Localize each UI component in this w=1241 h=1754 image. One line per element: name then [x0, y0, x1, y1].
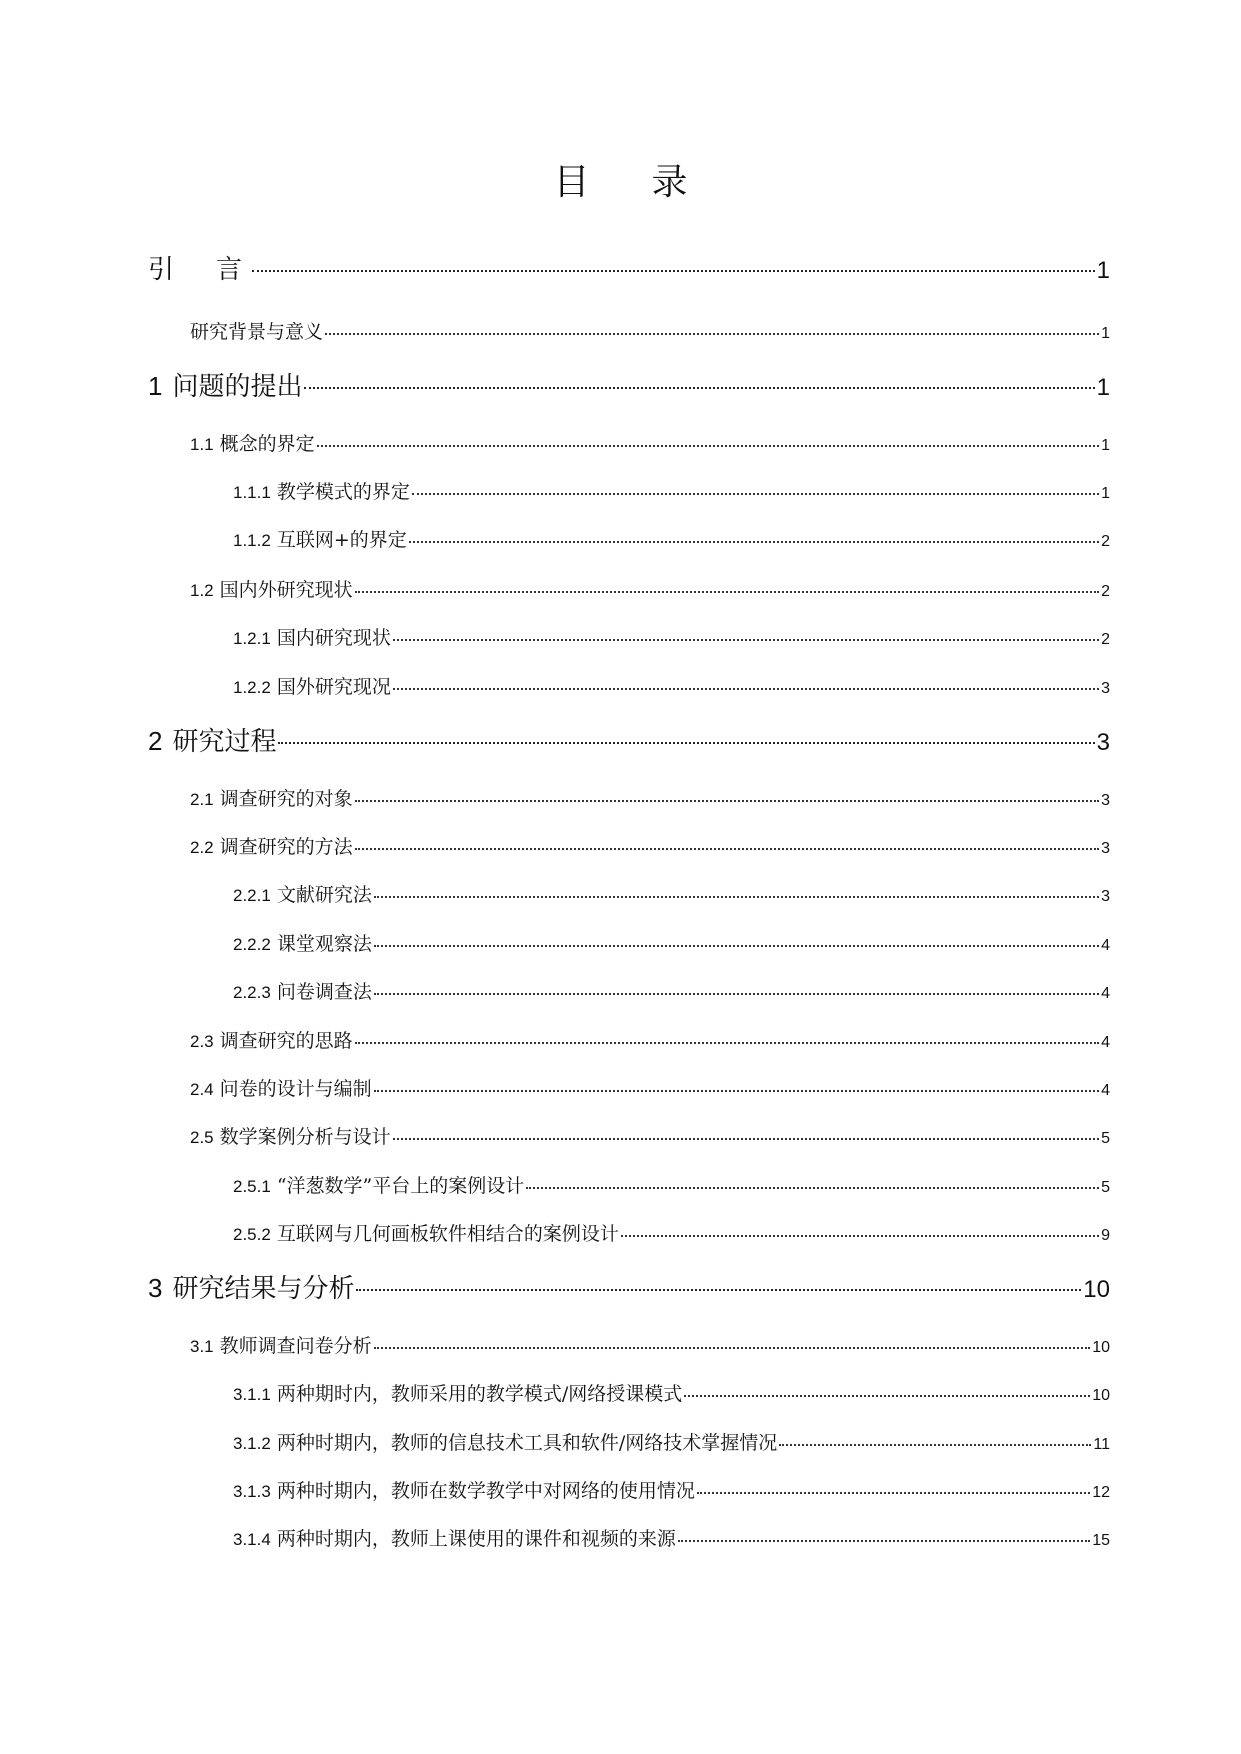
toc-entry-page-number: 4	[1101, 985, 1110, 1002]
toc-entry-number: 1.1	[190, 435, 214, 454]
toc-entry-label	[233, 1220, 619, 1249]
toc-entry-text: 研究结果与分析	[172, 1274, 355, 1304]
dot-leader	[355, 1041, 1099, 1044]
toc-entry[interactable]	[233, 673, 1110, 703]
dot-leader	[355, 847, 1099, 850]
toc-entry-label	[190, 576, 353, 605]
toc-entry-page-number: 3	[1101, 792, 1110, 809]
toc-entry-text: “洋葱数学”平台上的案例设计	[276, 1175, 525, 1197]
toc-entry[interactable]	[233, 624, 1110, 654]
toc-entry[interactable]	[233, 1220, 1110, 1250]
toc-entry[interactable]	[233, 1380, 1110, 1410]
toc-entry-page-number: 10	[1083, 1276, 1110, 1303]
toc-entry-number: 1.2.2	[233, 678, 271, 697]
toc-entry-page-number: 12	[1092, 1484, 1110, 1501]
toc-entry[interactable]	[148, 723, 1110, 761]
toc-entry[interactable]	[190, 1075, 1110, 1105]
toc-entry-label	[190, 833, 353, 862]
dot-leader	[678, 1539, 1090, 1542]
toc-entry-number: 1.2	[190, 581, 214, 600]
dot-leader	[393, 638, 1099, 641]
toc-entry-number: 2.5	[190, 1128, 214, 1147]
toc-entry-text: 问题的提出	[172, 372, 303, 402]
dot-leader	[325, 332, 1099, 335]
toc-entry[interactable]	[190, 833, 1110, 863]
dot-leader	[304, 386, 1094, 389]
toc-entry-label	[233, 930, 372, 959]
dot-leader	[355, 799, 1099, 802]
dot-leader	[374, 1346, 1091, 1349]
toc-entry-page-number: 1	[1101, 437, 1110, 454]
toc-entry-label	[233, 1525, 676, 1554]
dot-leader	[393, 1137, 1099, 1140]
toc-entry-number: 3.1	[190, 1337, 214, 1356]
dot-leader	[779, 1443, 1091, 1446]
toc-entry[interactable]	[190, 576, 1110, 606]
toc-entry-page-number: 11	[1093, 1436, 1110, 1453]
dot-leader	[409, 540, 1099, 543]
toc-entry-text: 两种期时内，教师采用的教学模式/网络授课模式	[276, 1383, 683, 1405]
toc-entry-text: 引 言	[148, 255, 251, 285]
toc-entry-number: 2.1	[190, 790, 214, 809]
toc-entry-text: 调查研究的思路	[219, 1030, 353, 1052]
toc-entry-number: 2.2.3	[233, 983, 271, 1002]
toc-entry-text: 研究背景与意义	[190, 321, 324, 343]
toc-entry-number: 1.1.1	[233, 483, 271, 502]
toc-entry-text: 两种时期内，教师的信息技术工具和软件/网络技术掌握情况	[276, 1432, 778, 1454]
dot-leader	[317, 444, 1099, 447]
toc-entry[interactable]	[148, 368, 1110, 406]
dot-leader	[393, 687, 1099, 690]
toc-entry[interactable]	[190, 1332, 1110, 1362]
toc-entry-page-number: 1	[1096, 257, 1110, 284]
dot-leader	[355, 590, 1099, 593]
toc-entry-label	[190, 785, 353, 814]
toc-entry-label	[233, 881, 372, 910]
toc-entry-text: 国内研究现状	[276, 627, 391, 649]
toc-entry-label	[190, 1075, 372, 1104]
toc-entry-text: 问卷的设计与编制	[219, 1078, 372, 1100]
toc-entry[interactable]	[190, 430, 1110, 460]
toc-entry-page-number: 2	[1101, 583, 1110, 600]
toc-entry-page-number: 3	[1096, 729, 1110, 756]
dot-leader	[374, 895, 1099, 898]
toc-entry-page-number: 10	[1092, 1387, 1110, 1404]
toc-entry-text: 问卷调查法	[276, 981, 372, 1003]
toc-entry-text: 国内外研究现状	[219, 579, 353, 601]
toc-entry-page-number: 15	[1092, 1532, 1110, 1549]
toc-entry-label	[233, 1380, 682, 1409]
toc-entry[interactable]	[190, 1123, 1110, 1153]
toc-entry[interactable]	[233, 1429, 1110, 1459]
toc-entry-page-number: 1	[1096, 374, 1110, 401]
toc-entry-label	[148, 368, 302, 405]
dot-leader	[697, 1491, 1090, 1494]
toc-entry-text: 两种时期内，教师在数学教学中对网络的使用情况	[276, 1480, 695, 1502]
toc-entry-text: 两种时期内，教师上课使用的课件和视频的来源	[276, 1528, 676, 1550]
dot-leader	[621, 1234, 1099, 1237]
toc-entry[interactable]	[233, 930, 1110, 960]
toc-entry-number: 2.2	[190, 838, 214, 857]
toc-entry-text: 调查研究的对象	[219, 788, 353, 810]
title-char-2: 录	[651, 162, 688, 203]
toc-entry-text: 教学模式的界定	[276, 481, 410, 503]
dot-leader	[374, 944, 1099, 947]
toc-entry-page-number: 3	[1101, 680, 1110, 697]
toc-entry-label	[233, 673, 391, 702]
toc-entry-page-number: 5	[1101, 1130, 1110, 1147]
toc-entry-label	[148, 1270, 354, 1307]
toc-entry[interactable]	[233, 526, 1110, 556]
toc-entry-label	[233, 1172, 524, 1201]
toc-entry[interactable]	[148, 252, 1110, 289]
toc-entry-number: 1.2.1	[233, 629, 271, 648]
toc-entry-label	[233, 478, 410, 507]
toc-entry-number: 3.1.1	[233, 1385, 271, 1404]
toc-entry-number: 2.5.1	[233, 1177, 271, 1196]
toc-entry[interactable]	[190, 318, 1110, 348]
toc-entry-page-number: 4	[1101, 1082, 1110, 1099]
toc-entry-number: 2.4	[190, 1080, 214, 1099]
dot-leader	[684, 1394, 1090, 1397]
toc-entry-number: 3.1.2	[233, 1434, 271, 1453]
toc-entry-page-number: 2	[1101, 631, 1110, 648]
toc-entry-label	[233, 1429, 777, 1458]
toc-entry-text: 互联网与几何画板软件相结合的案例设计	[276, 1223, 619, 1245]
toc-entry[interactable]	[233, 881, 1110, 911]
toc-entry-text: 国外研究现况	[276, 676, 391, 698]
toc-entry-text: 课堂观察法	[276, 933, 372, 955]
toc-entry-text: 数学案例分析与设计	[219, 1126, 391, 1148]
dot-leader	[374, 1089, 1099, 1092]
toc-entry-number: 2.2.2	[233, 935, 271, 954]
toc-entry-text: 教师调查问卷分析	[219, 1335, 372, 1357]
toc-entry[interactable]	[190, 785, 1110, 815]
toc-entry-label	[190, 1123, 391, 1152]
title-char-1: 目	[553, 162, 590, 203]
toc-entry-number: 1.1.2	[233, 531, 271, 550]
toc-entry-page-number: 3	[1101, 888, 1110, 905]
toc-entry-page-number: 1	[1101, 485, 1110, 502]
toc-entry[interactable]	[190, 1027, 1110, 1057]
toc-entry[interactable]	[233, 1172, 1110, 1202]
toc-entry-number: 2.3	[190, 1032, 214, 1051]
toc-entry-label	[233, 978, 372, 1007]
toc-entry-number: 2.2.1	[233, 886, 271, 905]
toc-entry-label	[190, 1332, 372, 1361]
toc-entry-page-number: 10	[1092, 1339, 1110, 1356]
toc-entry-page-number: 4	[1101, 1034, 1110, 1051]
toc-entry-label	[233, 1477, 695, 1506]
toc-entry[interactable]	[233, 1525, 1110, 1555]
toc-entry-label	[148, 252, 250, 288]
toc-entry-number: 2.5.2	[233, 1225, 271, 1244]
toc-entry-label	[190, 318, 323, 346]
dot-leader	[252, 269, 1095, 272]
toc-entry-page-number: 2	[1101, 533, 1110, 550]
dot-leader	[278, 741, 1094, 744]
dot-leader	[356, 1288, 1081, 1291]
toc-entry[interactable]	[233, 1477, 1110, 1507]
toc-entry-text: 互联网+的界定	[276, 529, 407, 551]
toc-entry-page-number: 4	[1101, 937, 1110, 954]
toc-entry-label	[148, 723, 276, 760]
toc-entry-text: 概念的界定	[219, 433, 315, 455]
toc-entry-label	[190, 1027, 353, 1056]
toc-entry-text: 研究过程	[172, 727, 277, 757]
dot-leader	[374, 992, 1099, 995]
dot-leader	[526, 1186, 1099, 1189]
toc-entry-label	[233, 624, 391, 653]
toc-entry[interactable]	[233, 478, 1110, 508]
toc-entry-number: 3	[148, 1273, 163, 1303]
toc-entry-number: 3.1.4	[233, 1530, 271, 1549]
toc-entry-page-number: 1	[1101, 325, 1110, 342]
toc-entry-text: 调查研究的方法	[219, 836, 353, 858]
toc-entry-label	[233, 526, 407, 555]
toc-entry-page-number: 9	[1101, 1227, 1110, 1244]
toc-entry-text: 文献研究法	[276, 884, 372, 906]
dot-leader	[412, 492, 1099, 495]
toc-entry[interactable]	[233, 978, 1110, 1008]
toc-entry-number: 1	[148, 371, 163, 401]
toc-entry-number: 2	[148, 726, 163, 756]
toc-entry-number: 3.1.3	[233, 1482, 271, 1501]
toc-entry-page-number: 5	[1101, 1179, 1110, 1196]
toc-entry-label	[190, 430, 315, 459]
toc-entry[interactable]	[148, 1270, 1110, 1308]
toc-entry-page-number: 3	[1101, 840, 1110, 857]
